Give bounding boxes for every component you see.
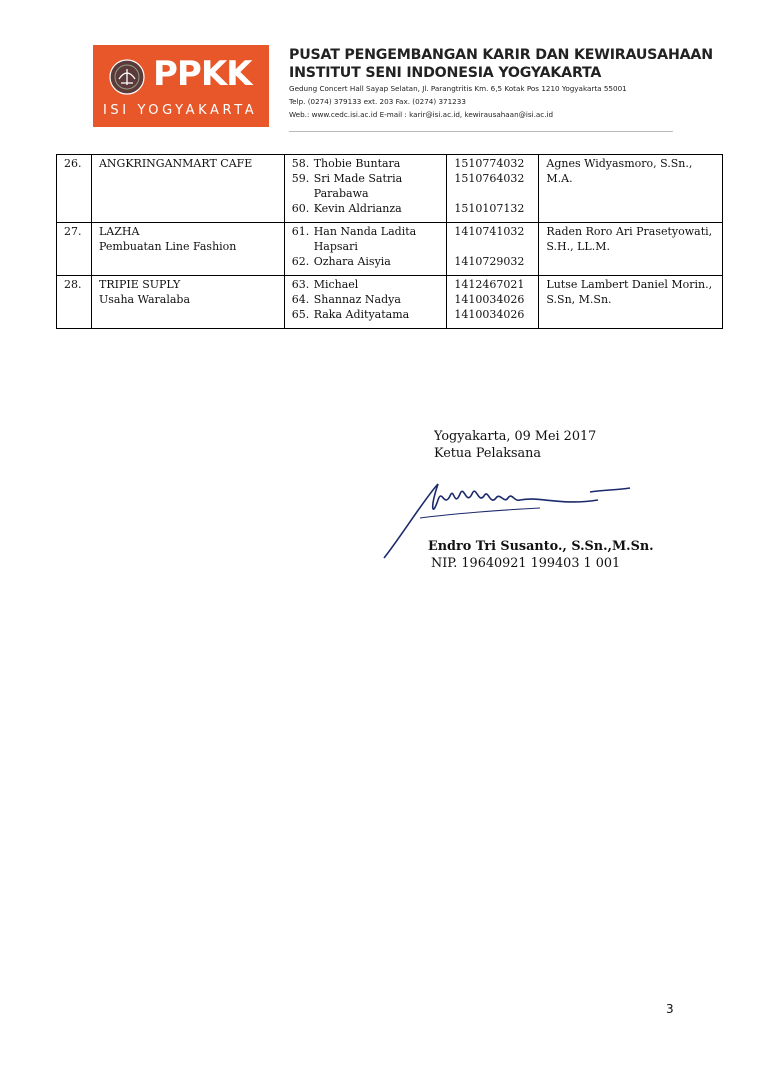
business-name: ANGKRINGANMART CAFE (98, 157, 253, 170)
list-item (292, 156, 440, 171)
advisor-name: Agnes Widyasmoro, S.Sn., M.A. (539, 155, 723, 223)
closing-block (434, 428, 596, 462)
student-id: 1410034026 (454, 293, 525, 306)
student-id: 1510107132 (454, 202, 525, 215)
nim-cell (447, 155, 539, 223)
list-item (292, 224, 440, 254)
org-address: Gedung Concert Hall Sayap Selatan, Jl. Parangtritis Km. 6,5 Kotak Pos 1210 Yogyakarta 55001 (289, 84, 627, 93)
table-row (57, 276, 723, 329)
member-name: Sri Made Satria Parabawa (313, 172, 403, 200)
member-name: Shannaz Nadya (313, 293, 401, 306)
row-number: 27. (57, 223, 92, 276)
student-id (454, 186, 531, 201)
member-number: 59. (291, 172, 310, 185)
member-number: 65. (291, 308, 310, 321)
org-title-line2: INSTITUT SENI INDONESIA YOGYAKARTA (289, 65, 602, 81)
table-row (57, 223, 723, 276)
business-description: Usaha Waralaba (98, 293, 190, 306)
members-cell (284, 223, 447, 276)
business-cell (91, 276, 284, 329)
student-id (454, 239, 531, 254)
member-number: 60. (291, 202, 310, 215)
list-item (292, 307, 440, 322)
signer-nip: NIP. 19640921 199403 1 001 (431, 556, 621, 571)
table-row (57, 155, 723, 223)
organization-header (289, 46, 713, 121)
member-number: 64. (291, 293, 310, 306)
student-id: 1510764032 (454, 172, 525, 185)
business-cell (91, 223, 284, 276)
business-cell (91, 155, 284, 223)
member-number: 63. (291, 278, 310, 291)
student-id: 1410741032 (454, 225, 525, 238)
nim-cell (447, 276, 539, 329)
advisor-name: Raden Roro Ari Prasetyowati, S.H., LL.M. (539, 223, 723, 276)
participants-table (56, 154, 723, 329)
member-name: Ozhara Aisyia (313, 255, 391, 268)
page-number: 3 (666, 1002, 674, 1016)
list-item (292, 254, 440, 269)
ppkk-logo (93, 45, 269, 127)
list-item (292, 277, 440, 292)
student-id: 1410034026 (454, 308, 525, 321)
members-cell (284, 276, 447, 329)
student-id: 1510774032 (454, 157, 525, 170)
org-title-line1: PUSAT PENGEMBANGAN KARIR DAN KEWIRAUSAHAAN (289, 47, 713, 63)
member-name: Raka Adityatama (313, 308, 410, 321)
header-divider (289, 131, 673, 132)
advisor-name: Lutse Lambert Daniel Morin., S.Sn, M.Sn. (539, 276, 723, 329)
list-item (292, 292, 440, 307)
member-number: 62. (291, 255, 310, 268)
org-web: Web.: www.cedc.isi.ac.id E-mail : karir@isi.ac.id, kewirausahaan@isi.ac.id (289, 110, 554, 119)
members-cell (284, 155, 447, 223)
logo-subtext: ISI YOGYAKARTA (103, 103, 258, 118)
row-number: 28. (57, 276, 92, 329)
place-date: Yogyakarta, 09 Mei 2017 (434, 429, 597, 444)
member-name: Thobie Buntara (313, 157, 401, 170)
logo-text: PPKK (153, 54, 252, 94)
nim-cell (447, 223, 539, 276)
signer-role: Ketua Pelaksana (434, 446, 542, 461)
list-item (292, 201, 440, 216)
member-name: Han Nanda Ladita Hapsari (313, 225, 417, 253)
student-id: 1410729032 (454, 255, 525, 268)
business-name: TRIPIE SUPLY (98, 278, 181, 291)
row-number: 26. (57, 155, 92, 223)
member-number: 61. (291, 225, 310, 238)
member-number: 58. (291, 157, 310, 170)
signer-name: Endro Tri Susanto., S.Sn.,M.Sn. (428, 539, 654, 554)
isi-emblem-icon (107, 57, 147, 97)
org-phone: Telp. (0274) 379133 ext. 203 Fax. (0274) 371233 (289, 97, 466, 106)
member-name: Kevin Aldrianza (313, 202, 402, 215)
student-id: 1412467021 (454, 278, 525, 291)
list-item (292, 171, 440, 201)
business-description: Pembuatan Line Fashion (98, 240, 237, 253)
business-name: LAZHA (98, 225, 140, 238)
member-name: Michael (313, 278, 359, 291)
